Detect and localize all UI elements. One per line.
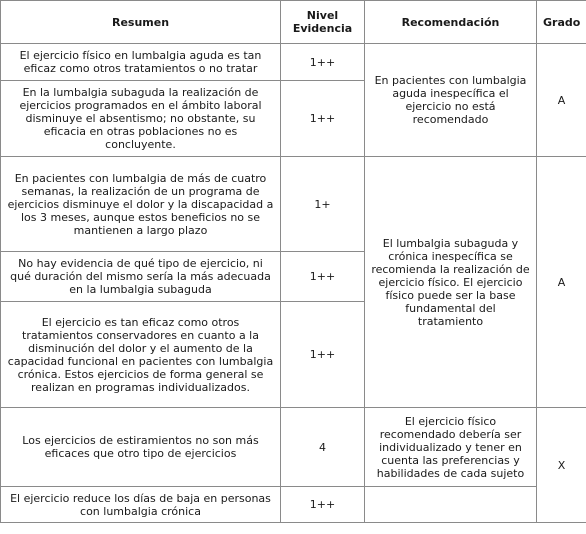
header-grado: Grado <box>537 1 586 44</box>
table-row <box>1 44 586 81</box>
resumen-cell: El ejercicio es tan eficaz como otros tratamientos conservadores en cuanto a la disminución del dolor y el aumento de la capacidad funcional en pacientes con lumbalgia crónica. Estos ejercicios de forma general se realizan en programas individualizados. <box>1 302 281 408</box>
header-nivel-line2: Evidencia <box>292 22 353 35</box>
table-row <box>1 157 586 252</box>
nivel-cell: 1+ <box>281 157 365 252</box>
resumen-cell: En pacientes con lumbalgia de más de cuatro semanas, la realización de un programa de ejercicios disminuye el dolor y la discapacidad a los 3 meses, aunque estos beneficios no se mantienen a largo plazo <box>1 157 281 252</box>
header-row <box>1 1 586 44</box>
table-row <box>1 408 586 487</box>
recomendacion-cell: En pacientes con lumbalgia aguda inespecífica el ejercicio no está recomendado <box>365 44 537 157</box>
nivel-cell: 1++ <box>281 252 365 302</box>
nivel-cell: 1++ <box>281 81 365 157</box>
header-resumen: Resumen <box>1 1 281 44</box>
table-row <box>1 487 586 523</box>
resumen-cell: El ejercicio físico en lumbalgia aguda es tan eficaz como otros tratamientos o no tratar <box>1 44 281 81</box>
resumen-cell: Los ejercicios de estiramientos no son más eficaces que otro tipo de ejercicios <box>1 408 281 487</box>
recomendacion-cell: El lumbalgia subaguda y crónica inespecífica se recomienda la realización de ejercicio físico. El ejercicio físico puede ser la base fundamental del tratamiento <box>365 157 537 408</box>
nivel-cell: 1++ <box>281 487 365 523</box>
header-nivel-evidencia <box>281 1 365 44</box>
grado-cell: A <box>537 157 586 408</box>
recomendacion-cell: El ejercicio físico recomendado debería ser individualizado y tener en cuenta las preferencias y habilidades de cada sujeto <box>365 408 537 487</box>
header-nivel-line1: Nivel <box>306 9 339 22</box>
nivel-cell: 4 <box>281 408 365 487</box>
resumen-cell: En la lumbalgia subaguda la realización de ejercicios programados en el ámbito laboral disminuye el absentismo; no obstante, su eficacia en otras poblaciones no es concluyente. <box>1 81 281 157</box>
nivel-cell: 1++ <box>281 302 365 408</box>
empty-cell <box>365 487 537 523</box>
resumen-cell: El ejercicio reduce los días de baja en personas con lumbalgia crónica <box>1 487 281 523</box>
header-recomendacion: Recomendación <box>365 1 537 44</box>
resumen-cell: No hay evidencia de qué tipo de ejercicio, ni qué duración del mismo sería la más adecuada en la lumbalgia subaguda <box>1 252 281 302</box>
grado-cell: X <box>537 408 586 523</box>
grado-cell: A <box>537 44 586 157</box>
nivel-cell: 1++ <box>281 44 365 81</box>
